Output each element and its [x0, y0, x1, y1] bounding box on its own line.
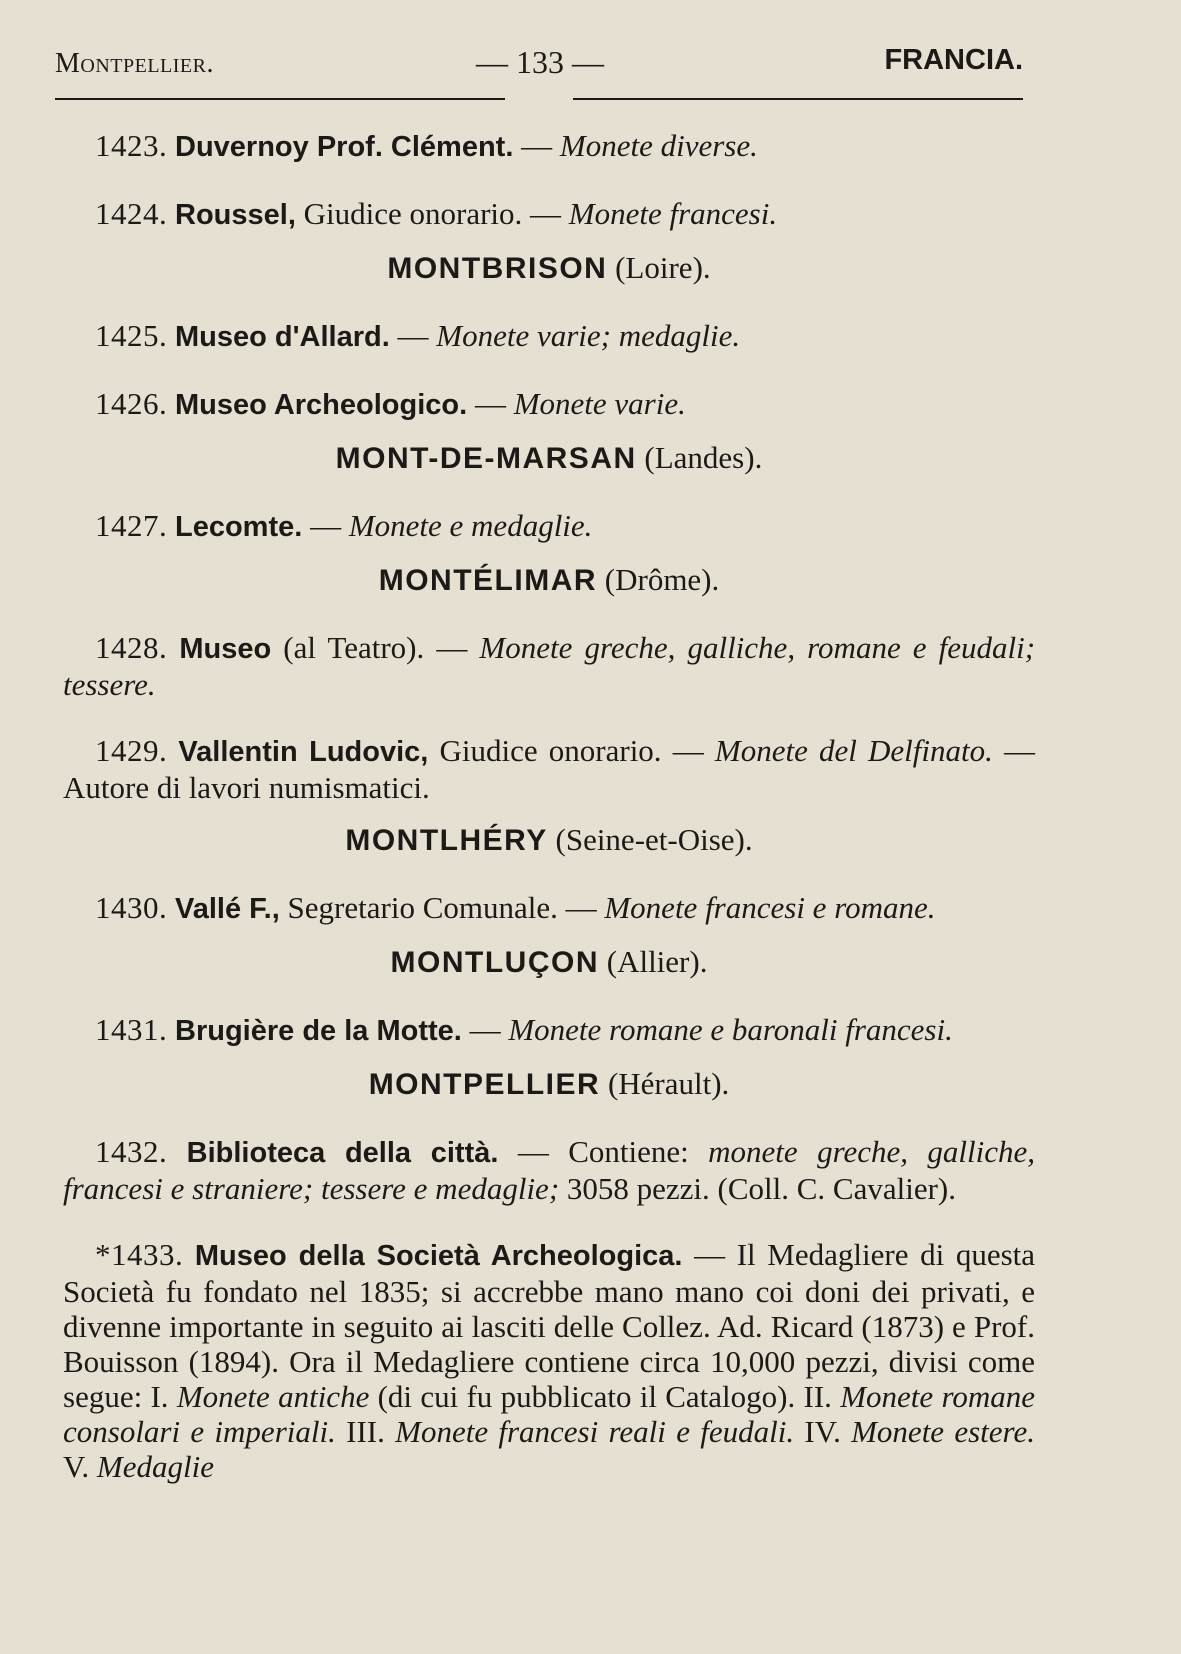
entry-1424: 1424. Roussel, Giudice onorario. — Monete francesi. [95, 196, 778, 231]
entry-1432: 1432. Biblioteca della città. — Contiene: monete greche, galliche, francesi e straniere; tessere e medaglie; 3058 pezzi. (Coll. C. Cavalier). [63, 1134, 1036, 1206]
entry-1427: 1427. Lecomte. — Monete e medaglie. [95, 508, 593, 543]
entry-1426: 1426. Museo Archeologico. — Monete varie. [95, 386, 686, 421]
entry-1428: 1428. Museo (al Teatro). — Monete greche, galliche, romane e feudali; tessere. [63, 630, 1036, 702]
entry-1429: 1429. Vallentin Ludovic, Giudice onorario. — Monete del Delfinato. — Autore di lavori numismatici. [63, 733, 1036, 805]
section-heading-mont-de-marsan: MONT-DE-MARSAN (Landes). [335, 440, 763, 475]
header-rule-right [573, 98, 1023, 100]
entry-1431: 1431. Brugière de la Motte. — Monete romane e baronali francesi. [95, 1012, 953, 1047]
entry-1423: 1423. Duvernoy Prof. Clément. — Monete diverse. [95, 128, 758, 163]
entry-1425: 1425. Museo d'Allard. — Monete varie; medaglie. [95, 318, 741, 353]
page-body [63, 128, 1035, 1515]
section-heading-montlhery: MONTLHÉRY (Seine-et-Oise). [345, 822, 753, 857]
section-heading-montbrison: MONTBRISON (Loire). [387, 250, 711, 285]
page-number: — 133 — [476, 44, 604, 80]
section-heading-montlucon: MONTLUÇON (Allier). [390, 944, 708, 979]
section-heading-montpellier: MONTPELLIER (Hérault). [368, 1066, 730, 1101]
entry-1430: 1430. Vallé F., Segretario Comunale. — Monete francesi e romane. [95, 890, 936, 925]
header-rule-left [55, 98, 505, 100]
section-heading-montelimar: MONTÉLIMAR (Drôme). [378, 562, 720, 597]
header-left: Montpellier. [55, 48, 214, 79]
running-header [55, 40, 1023, 100]
entry-1433: *1433. Museo della Società Archeologica. — Il Medagliere di questa Società fu fondato nel 1835; si accrebbe mano mano coi doni dei privati, e divenne importante in seguito ai lasciti delle Collez. Ad. Ricard (1873) e Prof. Bouisson (1894). Ora il Medagliere contiene circa 10,000 pezzi, divisi come segue: I. Monete antiche (di cui fu pubblicato il Catalogo). II. Monete romane consolari e imperiali. III. Monete francesi reali e feudali. IV. Monete estere. V. Medaglie [63, 1237, 1036, 1484]
header-right: FRANCIA. [884, 44, 1023, 76]
